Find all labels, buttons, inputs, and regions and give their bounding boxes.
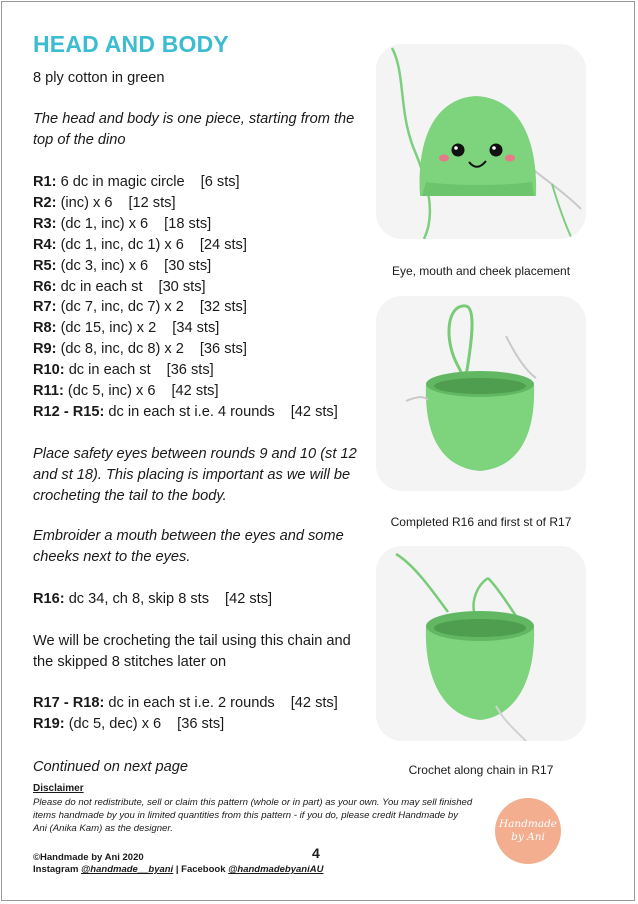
disclaimer-text bbox=[33, 796, 488, 835]
round-text: dc in each st i.e. 2 rounds bbox=[104, 695, 275, 711]
round-line bbox=[33, 195, 176, 211]
disclaimer-line: Ani (Anika Kam) as the designer. bbox=[33, 823, 173, 834]
eyes-note-line: and st 18). This placing is important as we will be bbox=[33, 467, 351, 483]
round-text: dc in each st bbox=[56, 278, 143, 295]
round-label: R10: bbox=[33, 362, 65, 379]
round-text: (inc) x 6 bbox=[56, 194, 113, 211]
round-line bbox=[33, 279, 206, 295]
round-r16 bbox=[33, 591, 272, 607]
round-text: (dc 5, inc) x 6 bbox=[63, 383, 156, 399]
round-line bbox=[33, 216, 211, 232]
round-text: dc in each st i.e. 4 rounds bbox=[104, 403, 275, 420]
round-line bbox=[33, 404, 338, 420]
eyes-note-line: crocheting the tail to the body. bbox=[33, 488, 227, 504]
facebook-link[interactable]: @handmadebyaniAU bbox=[228, 864, 324, 875]
photo-crochet-along-chain bbox=[376, 546, 586, 741]
chain-note-line: We will be crocheting the tail using this chain and bbox=[33, 633, 351, 649]
facebook-label: Facebook bbox=[181, 864, 229, 875]
round-text: dc 34, ch 8, skip 8 sts bbox=[64, 591, 210, 607]
round-count: [6 sts] bbox=[200, 174, 240, 190]
copyright: ©Handmade by Ani 2020 bbox=[33, 852, 144, 863]
round-count: [42 sts] bbox=[171, 383, 219, 399]
round-count: [30 sts] bbox=[164, 257, 212, 274]
round-label: R3: bbox=[33, 215, 57, 232]
round-count: [24 sts] bbox=[199, 236, 247, 253]
page-title: HEAD AND BODY bbox=[33, 31, 229, 57]
round-label: R6: bbox=[33, 278, 57, 295]
round-count: [34 sts] bbox=[172, 320, 220, 337]
round-text: (dc 1, inc) x 6 bbox=[56, 215, 149, 232]
round-line bbox=[33, 695, 338, 711]
round-label: R9: bbox=[33, 341, 57, 358]
round-line bbox=[33, 237, 247, 253]
round-text: (dc 3, inc) x 6 bbox=[56, 257, 149, 274]
round-text: (dc 15, inc) x 2 bbox=[56, 320, 157, 337]
round-label: R5: bbox=[33, 257, 57, 274]
round-label: R16: bbox=[33, 591, 65, 607]
round-line bbox=[33, 341, 247, 357]
disclaimer-title: Disclaimer bbox=[33, 783, 84, 794]
page-number: 4 bbox=[312, 845, 320, 861]
round-line bbox=[33, 716, 224, 732]
round-count: [36 sts] bbox=[199, 341, 247, 358]
intro-line: top of the dino bbox=[33, 132, 126, 148]
social-links bbox=[33, 864, 323, 875]
disclaimer-line: items handmade by you in limited quantities from this pattern - if you do, please credit Handmade by bbox=[33, 810, 459, 821]
photo-caption: Crochet along chain in R17 bbox=[408, 763, 554, 777]
eyes-note-line: Place safety eyes between rounds 9 and 10 (st 12 bbox=[33, 446, 357, 462]
continued-note: Continued on next page bbox=[33, 759, 188, 775]
round-label: R2: bbox=[33, 194, 57, 211]
round-label: R17 - R18: bbox=[33, 695, 105, 711]
handmade-by-ani-logo bbox=[495, 798, 561, 864]
disclaimer-line: Please do not redistribute, sell or claim this pattern (whole or in part) as your own. You may sell finished bbox=[33, 797, 473, 808]
round-label: R7: bbox=[33, 299, 57, 316]
yarn-line: 8 ply cotton in green bbox=[33, 70, 165, 86]
round-count: [30 sts] bbox=[158, 278, 206, 295]
round-label: R11: bbox=[33, 383, 64, 399]
round-label: R8: bbox=[33, 320, 57, 337]
round-count: [42 sts] bbox=[225, 591, 273, 607]
separator: | bbox=[173, 864, 182, 875]
logo-line: by Ani bbox=[511, 831, 545, 843]
round-line bbox=[33, 383, 219, 399]
round-text: (dc 7, inc, dc 7) x 2 bbox=[56, 299, 184, 316]
round-line bbox=[33, 258, 211, 274]
round-label: R1: bbox=[33, 174, 57, 190]
round-text: (dc 8, inc, dc 8) x 2 bbox=[56, 341, 184, 358]
intro-line: The head and body is one piece, starting from the bbox=[33, 111, 355, 127]
photo-caption: Eye, mouth and cheek placement bbox=[391, 264, 571, 278]
round-label: R12 - R15: bbox=[33, 403, 105, 420]
round-text: (dc 5, dec) x 6 bbox=[64, 715, 162, 732]
chain-note-line: the skipped 8 stitches later on bbox=[33, 654, 227, 670]
instagram-label: Instagram bbox=[33, 864, 82, 875]
round-text: 6 dc in magic circle bbox=[56, 174, 185, 190]
photo-caption: Completed R16 and first st of R17 bbox=[390, 515, 572, 529]
round-line bbox=[33, 362, 214, 378]
photo-completed-r16 bbox=[376, 296, 586, 491]
round-text: dc in each st bbox=[64, 362, 151, 379]
round-line bbox=[33, 299, 247, 315]
round-count: [18 sts] bbox=[164, 215, 212, 232]
round-count: [42 sts] bbox=[290, 695, 338, 711]
round-text: (dc 1, inc, dc 1) x 6 bbox=[56, 236, 184, 253]
logo-line: Handmade bbox=[498, 818, 558, 830]
round-line bbox=[33, 320, 219, 336]
round-count: [36 sts] bbox=[177, 715, 225, 732]
mouth-note-line: cheeks next to the eyes. bbox=[33, 549, 191, 565]
photo-eye-mouth-placement bbox=[376, 44, 586, 239]
round-label: R4: bbox=[33, 236, 57, 253]
round-count: [32 sts] bbox=[199, 299, 247, 316]
round-label: R19: bbox=[33, 715, 65, 732]
round-count: [42 sts] bbox=[290, 403, 338, 420]
round-count: [12 sts] bbox=[128, 194, 176, 211]
instagram-link[interactable]: @handmade__byani bbox=[81, 864, 174, 875]
round-line bbox=[33, 174, 240, 190]
round-count: [36 sts] bbox=[166, 362, 214, 379]
mouth-note-line: Embroider a mouth between the eyes and some bbox=[33, 528, 344, 544]
